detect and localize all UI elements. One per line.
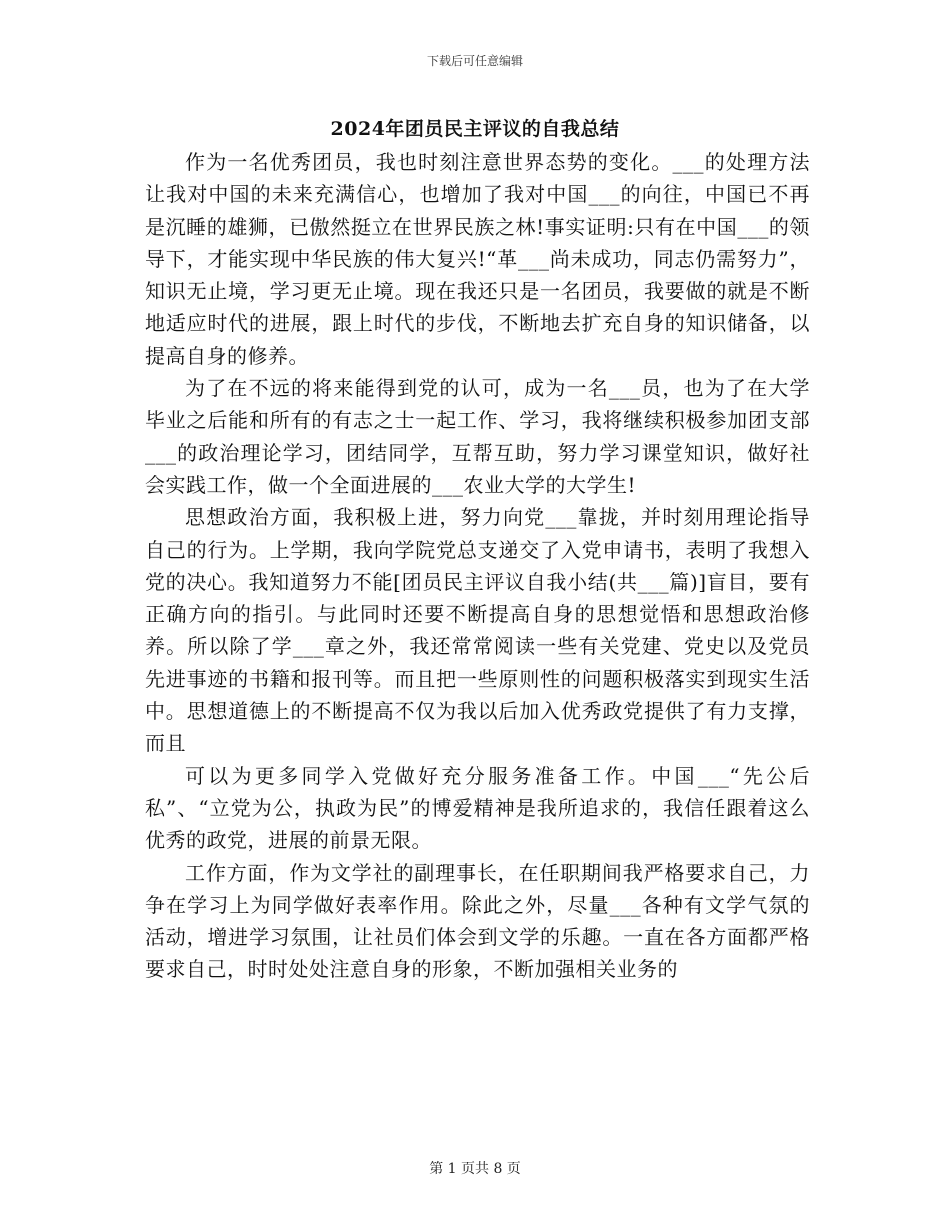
header-note: 下载后可任意编辑 — [426, 54, 523, 68]
paragraph-4: 可以为更多同学入党做好充分服务准备工作。中国___“先公后私”、“立党为公，执政为民”的博爱精神是我所追求的，我信任跟着这么优秀的政党，进展的前景无限。 — [145, 763, 810, 853]
paragraph-3: 思想政治方面，我积极上进，努力向党___靠拢，并时刻用理论指导自己的行为。上学期，我向学院党总支递交了入党申请书，表明了我想入党的决心。我知道努力不能[团员民主评议自我小结(共___篇)]盲目，要有正确方向的指引。与此同时还要不断提高自身的思想觉悟和思想政治修养。所以除了学___章之外，我还常常阅读一些有关党建、党史以及党员先进事迹的书籍和报刊等。而且把一些原则性的问题积极落实到现实生活中。思想道德上的不断提高不仅为我以后加入优秀政党提供了有力支撑，而且 — [145, 505, 810, 756]
paragraph-2: 为了在不远的将来能得到党的认可，成为一名___员，也为了在大学毕业之后能和所有的有志之士一起工作、学习，我将继续积极参加团支部___的政治理论学习，团结同学，互帮互助，努力学习课堂知识，做好社会实践工作，做一个全面进展的___农业大学的大学生! — [145, 376, 810, 497]
page-footer: 第 1 页共 8 页 — [429, 1161, 521, 1177]
document-body — [145, 146, 810, 986]
paragraph-5: 工作方面，作为文学社的副理事长，在任职期间我严格要求自己，力争在学习上为同学做好表率作用。除此之外，尽量___各种有文学气氛的活动，增进学习氛围，让社员们体会到文学的乐趣。一直在各方面都严格要求自己，时时处处注意自身的形象，不断加强相关业务的 — [145, 860, 810, 982]
document-title: 2024年团员民主评议的自我总结 — [330, 118, 620, 140]
paragraph-1: 作为一名优秀团员，我也时刻注意世界态势的变化。___的处理方法让我对中国的未来充满信心，也增加了我对中国___的向往，中国已不再是沉睡的雄狮，已傲然挺立在世界民族之林!事实证明:只有在中国___的领导下，才能实现中华民族的伟大复兴!“革___尚未成功，同志仍需努力”，知识无止境，学习更无止境。现在我还只是一名团员，我要做的就是不断地适应时代的进展，跟上时代的步伐，不断地去扩充自身的知识储备，以提高自身的修养。 — [145, 150, 810, 368]
